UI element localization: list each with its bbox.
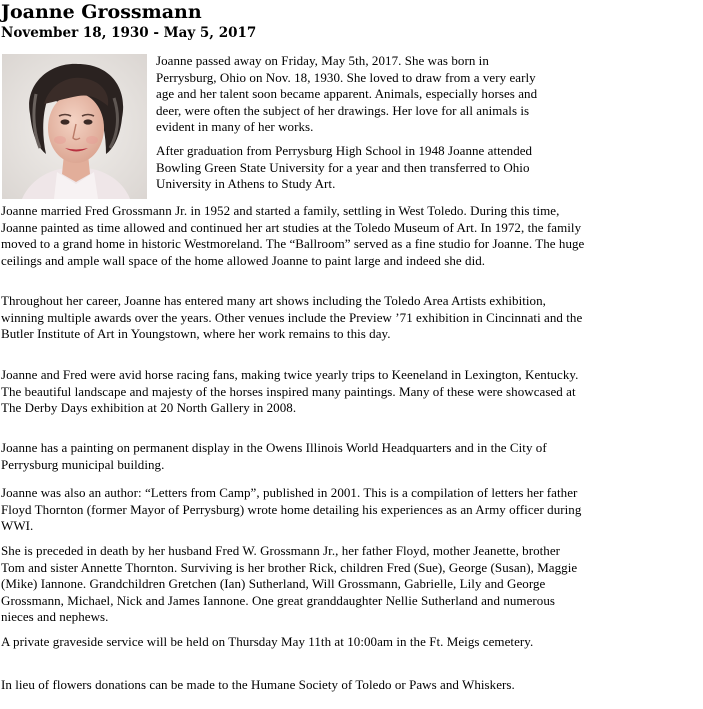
life-dates: November 18, 1930 - May 5, 2017 xyxy=(1,25,257,41)
paragraph-marriage: Joanne married Fred Grossmann Jr. in 1952 and started a family, settling in West Toledo. During this time, Joanne painted as time allowed and continued her art studies at the Toledo Museum of Art. In 1972, the family moved to a grand home in historic Westmoreland. The “Ballroom” served as a fine studio for Joanne. The huge ceilings and ample wall space of the home allowed Joanne to paint large and indeed she did. xyxy=(1,203,585,268)
portrait-photo-icon xyxy=(2,54,147,199)
paragraph-donations: In lieu of flowers donations can be made to the Humane Society of Toledo or Paws and Whiskers. xyxy=(1,677,515,692)
paragraph-horse-racing: Joanne and Fred were avid horse racing fans, making twice yearly trips to Keeneland in Lexington, Kentucky. The beautiful landscape and majesty of the horses inspired many paintings. Many of these were showcased at The Derby Days exhibition at 20 North Gallery in 2008. xyxy=(1,367,579,415)
paragraph-career: Throughout her career, Joanne has entered many art shows including the Toledo Area Artists exhibition, winning multiple awards over the years. Other venues include the Preview ’71 exhibition in Cincinnati and the Butler Institute of Art in Youngstown, where her work remains to this day. xyxy=(1,293,583,341)
paragraph-education: After graduation from Perrysburg High School in 1948 Joanne attended Bowling Green State University for a year and then transferred to Ohio University in Athens to Study Art. xyxy=(156,143,533,191)
paragraph-author: Joanne was also an author: “Letters from Camp”, published in 2001. This is a compilation of letters her father Floyd Thornton (former Mayor of Perrysburg) wrote home detailing his experiences as an Army officer during WWI. xyxy=(1,485,582,533)
paragraph-family: She is preceded in death by her husband Fred W. Grossmann Jr., her father Floyd, mother Jeanette, brother Tom and sister Annette Thornton. Surviving is her brother Rick, children Fred (Sue), George (Susan), Maggie (Mike) Iannone. Grandchildren Gretchen (Ian) Sutherland, Will Grossmann, Gabrielle, Lily and George Grossmann, Michael, Nick and James Iannone. One great granddaughter Nellie Sutherland and numerous nieces and nephews. xyxy=(1,543,578,624)
person-name: Joanne Grossmann xyxy=(1,1,202,23)
paragraph-permanent-display: Joanne has a painting on permanent display in the Owens Illinois World Headquarters and in the City of Perrysburg municipal building. xyxy=(1,440,547,472)
paragraph-service: A private graveside service will be held on Thursday May 11th at 10:00am in the Ft. Meigs cemetery. xyxy=(1,634,534,649)
paragraph-early-life: Joanne passed away on Friday, May 5th, 2017. She was born in Perrysburg, Ohio on Nov. 18, 1930. She loved to draw from a very early age and her talent soon became apparent. Animals, especially horses and deer, were often the subject of her drawings. Her love for all animals is evident in many of her works. xyxy=(156,53,538,134)
